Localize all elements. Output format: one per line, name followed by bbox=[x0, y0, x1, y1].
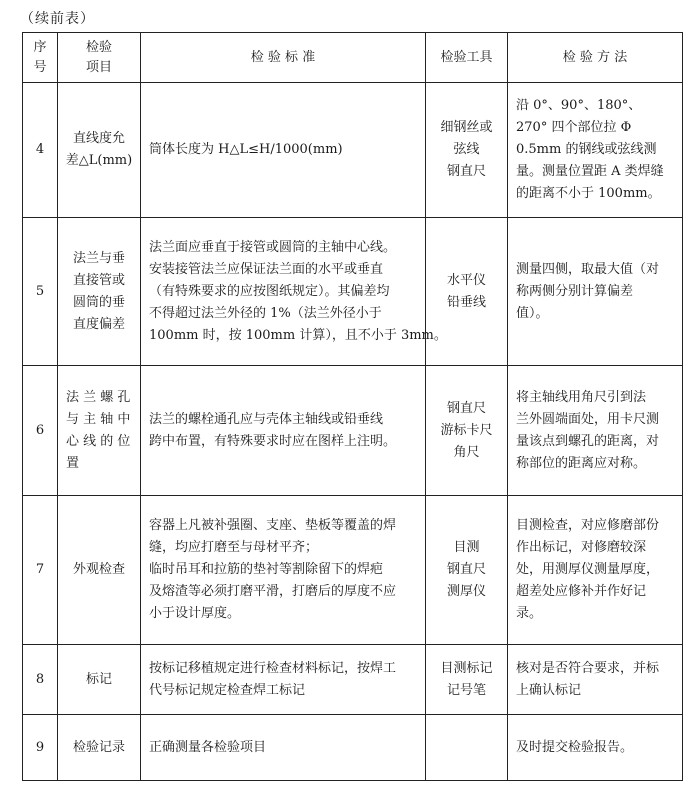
tool-line: 铅垂线 bbox=[446, 294, 486, 310]
method-line: 量。测量位置距 A 类焊缝 bbox=[516, 164, 664, 179]
method-line: 测量四侧，取最大值（对 bbox=[516, 261, 660, 277]
row-standard bbox=[141, 496, 426, 645]
method-line: 0.5mm 的钢线或弦线测 bbox=[516, 142, 657, 157]
item-line: 与 主 轴 中 bbox=[66, 411, 131, 427]
table-row bbox=[23, 366, 683, 496]
method-line: 兰外圆端面处，用卡尺测 bbox=[516, 411, 660, 427]
method-line: 录。 bbox=[516, 606, 543, 621]
tool-line: 测厚仪 bbox=[446, 584, 486, 599]
row-standard bbox=[141, 715, 426, 781]
table-caption: （续前表） bbox=[20, 11, 95, 27]
item-line: 置 bbox=[66, 455, 80, 471]
item-line: 心 线 的 位 bbox=[66, 433, 131, 449]
standard-line: 代号标记规定检查焊工标记 bbox=[149, 682, 306, 698]
row-tool bbox=[426, 715, 508, 781]
tool-line: 游标卡尺 bbox=[440, 422, 493, 438]
row-number: 5 bbox=[23, 218, 58, 366]
tool-line: 细钢丝或 bbox=[440, 120, 493, 135]
row-item bbox=[58, 366, 141, 496]
item-line: 直接管或 bbox=[72, 272, 125, 288]
row-method bbox=[508, 366, 683, 496]
standard-line: 小于设计厚度。 bbox=[149, 606, 241, 621]
row-item bbox=[58, 715, 141, 781]
method-line: 270° 四个部位拉 Φ bbox=[516, 120, 632, 135]
method-line: 沿 0°、90°、180°、 bbox=[516, 98, 642, 113]
row-number: 4 bbox=[23, 83, 58, 218]
table-row bbox=[23, 218, 683, 366]
item-line: 直线度允 bbox=[72, 131, 125, 146]
row-number: 7 bbox=[23, 496, 58, 645]
tool-line: 钢直尺 bbox=[446, 400, 486, 416]
header-item-line: 检验 bbox=[85, 39, 112, 55]
method-line: 量该点到螺孔的距离，对 bbox=[516, 433, 660, 449]
item-line: 检验记录 bbox=[72, 739, 125, 755]
tool-line: 水平仪 bbox=[446, 272, 486, 288]
row-method bbox=[508, 645, 683, 715]
method-line: 值）。 bbox=[516, 305, 549, 321]
tool-line: 钢直尺 bbox=[446, 562, 486, 577]
inspection-table bbox=[22, 32, 683, 781]
tool-line: 角尺 bbox=[453, 444, 480, 460]
tool-line: 记号笔 bbox=[446, 682, 486, 698]
header-item-line: 项目 bbox=[85, 59, 112, 75]
row-method bbox=[508, 496, 683, 645]
tool-line: 目测标记 bbox=[440, 660, 493, 676]
header-item bbox=[58, 33, 141, 83]
standard-line: 筒体长度为 H△L≤H/1000(mm) bbox=[149, 142, 343, 157]
row-standard bbox=[141, 645, 426, 715]
row-item bbox=[58, 645, 141, 715]
method-line: 将主轴线用角尺引到法 bbox=[516, 389, 647, 405]
method-line: 上确认标记 bbox=[516, 682, 582, 698]
method-line: 及时提交检验报告。 bbox=[516, 739, 634, 755]
row-method bbox=[508, 218, 683, 366]
row-tool bbox=[426, 366, 508, 496]
method-line: 超差处应修补并作好记 bbox=[516, 584, 647, 599]
table-row bbox=[23, 645, 683, 715]
standard-line: 按标记移植规定进行检查材料标记，按焊工 bbox=[149, 660, 397, 676]
header-no-line: 号 bbox=[33, 59, 47, 75]
method-line: 的距离不小于 100mm。 bbox=[516, 186, 661, 201]
item-line: 法 兰 螺 孔 bbox=[66, 389, 131, 405]
method-line: 作出标记，对修磨较深 bbox=[516, 540, 647, 555]
standard-line: （有特殊要求的应按图纸规定）。其偏差均 bbox=[149, 283, 390, 299]
row-number: 8 bbox=[23, 645, 58, 715]
tool-line: 钢直尺 bbox=[446, 164, 486, 179]
row-method bbox=[508, 715, 683, 781]
method-line: 称两侧分别计算偏差 bbox=[516, 283, 634, 299]
row-item bbox=[58, 83, 141, 218]
standard-line: 不得超过法兰外径的 1%（法兰外径小于 bbox=[149, 305, 382, 321]
header-tool: 检验工具 bbox=[426, 33, 508, 83]
row-item bbox=[58, 496, 141, 645]
row-standard bbox=[141, 83, 426, 218]
tool-line: 弦线 bbox=[453, 142, 480, 157]
item-line: 法兰与垂 bbox=[72, 250, 125, 266]
header-standard: 检 验 标 准 bbox=[141, 33, 426, 83]
header-method: 检 验 方 法 bbox=[508, 33, 683, 83]
standard-line: 法兰面应垂直于接管或圆筒的主轴中心线。 bbox=[149, 239, 397, 255]
item-line: 外观检查 bbox=[72, 562, 125, 577]
method-line: 目测检查，对应修磨部份 bbox=[516, 518, 660, 533]
method-line: 称部位的距离应对称。 bbox=[516, 455, 647, 471]
row-standard bbox=[141, 218, 447, 366]
method-line: 核对是否符合要求，并标 bbox=[516, 660, 660, 676]
row-tool bbox=[426, 496, 508, 645]
item-line: 标记 bbox=[85, 671, 112, 687]
header-row bbox=[23, 33, 683, 83]
header-no-line: 序 bbox=[33, 39, 47, 55]
table-row bbox=[23, 715, 683, 781]
item-line: 圆筒的垂 bbox=[72, 294, 125, 310]
standard-line: 安装接管法兰应保证法兰面的水平或垂直 bbox=[149, 261, 384, 277]
standard-line: 正确测量各检验项目 bbox=[149, 739, 267, 755]
row-item bbox=[58, 218, 141, 366]
item-line: 直度偏差 bbox=[72, 316, 125, 332]
row-number: 6 bbox=[23, 366, 58, 496]
standard-line: 缝，均应打磨至与母材平齐； bbox=[149, 540, 319, 555]
row-standard bbox=[141, 366, 426, 496]
row-method bbox=[508, 83, 683, 218]
standard-line: 法兰的螺栓通孔应与壳体主轴线或铅垂线 bbox=[149, 411, 384, 427]
standard-line: 临时吊耳和拉筋的垫衬等割除留下的焊疤 bbox=[149, 562, 384, 577]
row-tool bbox=[426, 83, 508, 218]
standard-line: 100mm 时，按 100mm 计算），且不小于 3mm。 bbox=[149, 327, 447, 343]
standard-line: 容器上凡被补强圈、支座、垫板等覆盖的焊 bbox=[149, 518, 397, 533]
row-tool bbox=[426, 218, 508, 366]
tool-line: 目测 bbox=[453, 540, 480, 555]
table-row bbox=[23, 83, 683, 218]
row-number: 9 bbox=[23, 715, 58, 781]
item-line: 差△L(mm) bbox=[65, 153, 133, 168]
method-line: 处，用测厚仪测量厚度， bbox=[516, 562, 660, 577]
standard-line: 及熔渣等必须打磨平滑，打磨后的厚度不应 bbox=[149, 584, 397, 599]
standard-line: 跨中布置，有特殊要求时应在图样上注明。 bbox=[149, 433, 397, 449]
row-tool bbox=[426, 645, 508, 715]
header-no bbox=[23, 33, 58, 83]
table-row bbox=[23, 496, 683, 645]
